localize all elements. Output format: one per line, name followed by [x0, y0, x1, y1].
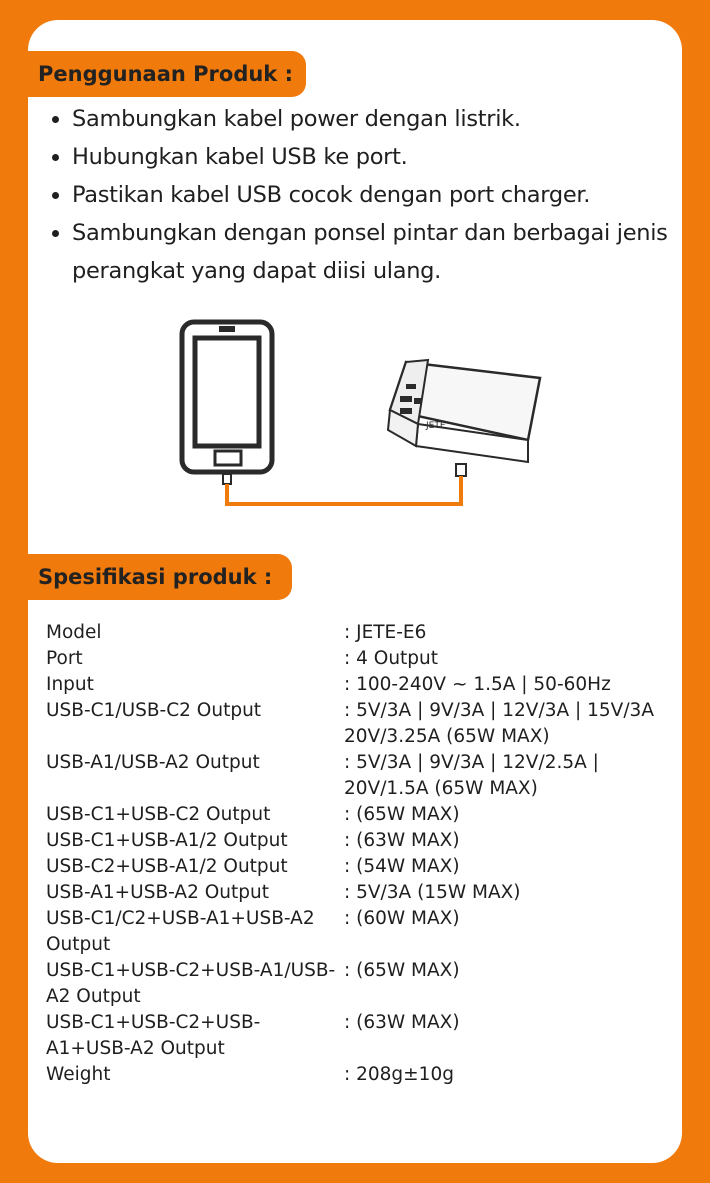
table-row [46, 854, 676, 880]
usage-item-text: Hubungkan kabel USB ke port. [72, 144, 408, 170]
table-row [46, 828, 676, 854]
spec-label: USB-A1+USB-A2 Output [46, 882, 269, 903]
spec-label: USB-C2+USB-A1/2 Output [46, 856, 288, 877]
table-row [46, 1062, 676, 1088]
table-row [46, 620, 676, 646]
usage-item-text: Sambungkan kabel power dengan listrik. [72, 106, 521, 132]
spec-value: : (60W MAX) [344, 908, 460, 929]
charger-brand-text: JETE [426, 421, 446, 431]
table-row [46, 958, 676, 1010]
table-row [46, 880, 676, 906]
table-row [46, 750, 676, 802]
table-row [46, 672, 676, 698]
usage-item-text: Pastikan kabel USB cocok dengan port charger. [72, 182, 591, 208]
illustration-svg [28, 300, 682, 530]
list-item [50, 100, 670, 138]
spec-value: : (65W MAX) [344, 960, 460, 981]
table-row [46, 802, 676, 828]
spec-label: USB-C1/C2+USB-A1+USB-A2 Output [46, 908, 315, 955]
table-row [46, 906, 676, 958]
spec-label: USB-C1/USB-C2 Output [46, 700, 262, 721]
spec-section-title: Spesifikasi produk : [28, 554, 292, 600]
content-card [28, 20, 682, 1163]
spec-label: USB-C1+USB-C2 Output [46, 804, 271, 825]
spec-value: : (63W MAX) [344, 1012, 460, 1033]
spec-value: : 5V/3A (15W MAX) [344, 882, 521, 903]
bullet-icon [52, 230, 59, 237]
list-item [50, 214, 670, 290]
usage-item-text: Sambungkan dengan ponsel pintar dan berbagai jenis perangkat yang dapat diisi ulang. [72, 220, 668, 284]
usage-list [50, 100, 670, 290]
spec-value: : 4 Output [344, 648, 439, 669]
usage-section-title: Penggunaan Produk : [28, 51, 306, 97]
spec-label: USB-A1/USB-A2 Output [46, 752, 260, 773]
list-item [50, 176, 670, 214]
spec-value: : JETE-E6 [344, 622, 427, 643]
table-row [46, 646, 676, 672]
list-item [50, 138, 670, 176]
spec-label: Model [46, 622, 102, 643]
spec-label: USB-C1+USB-C2+USB-A1+USB-A2 Output [46, 1012, 261, 1059]
bullet-icon [52, 116, 59, 123]
connection-illustration [28, 300, 682, 530]
spec-value: : 5V/3A | 9V/3A | 12V/3A | 15V/3A 20V/3.25A (65W MAX) [344, 700, 654, 747]
table-row [46, 698, 676, 750]
spec-label: Weight [46, 1064, 111, 1085]
bullet-icon [52, 192, 59, 199]
bullet-icon [52, 154, 59, 161]
spec-value: : 208g±10g [344, 1064, 454, 1085]
smartphone-icon [182, 322, 272, 484]
spec-label: USB-C1+USB-A1/2 Output [46, 830, 288, 851]
charger-icon [388, 360, 540, 476]
spec-value: : (63W MAX) [344, 830, 460, 851]
spec-value: : 100-240V ~ 1.5A | 50-60Hz [344, 674, 611, 695]
table-row [46, 1010, 676, 1062]
spec-label: Input [46, 674, 94, 695]
spec-label: Port [46, 648, 83, 669]
spec-table [46, 620, 676, 1088]
spec-label: USB-C1+USB-C2+USB-A1/USB-A2 Output [46, 960, 336, 1007]
spec-value: : (65W MAX) [344, 804, 460, 825]
usb-cable [227, 476, 461, 504]
spec-value: : (54W MAX) [344, 856, 460, 877]
spec-value: : 5V/3A | 9V/3A | 12V/2.5A | 20V/1.5A (65W MAX) [344, 752, 599, 799]
